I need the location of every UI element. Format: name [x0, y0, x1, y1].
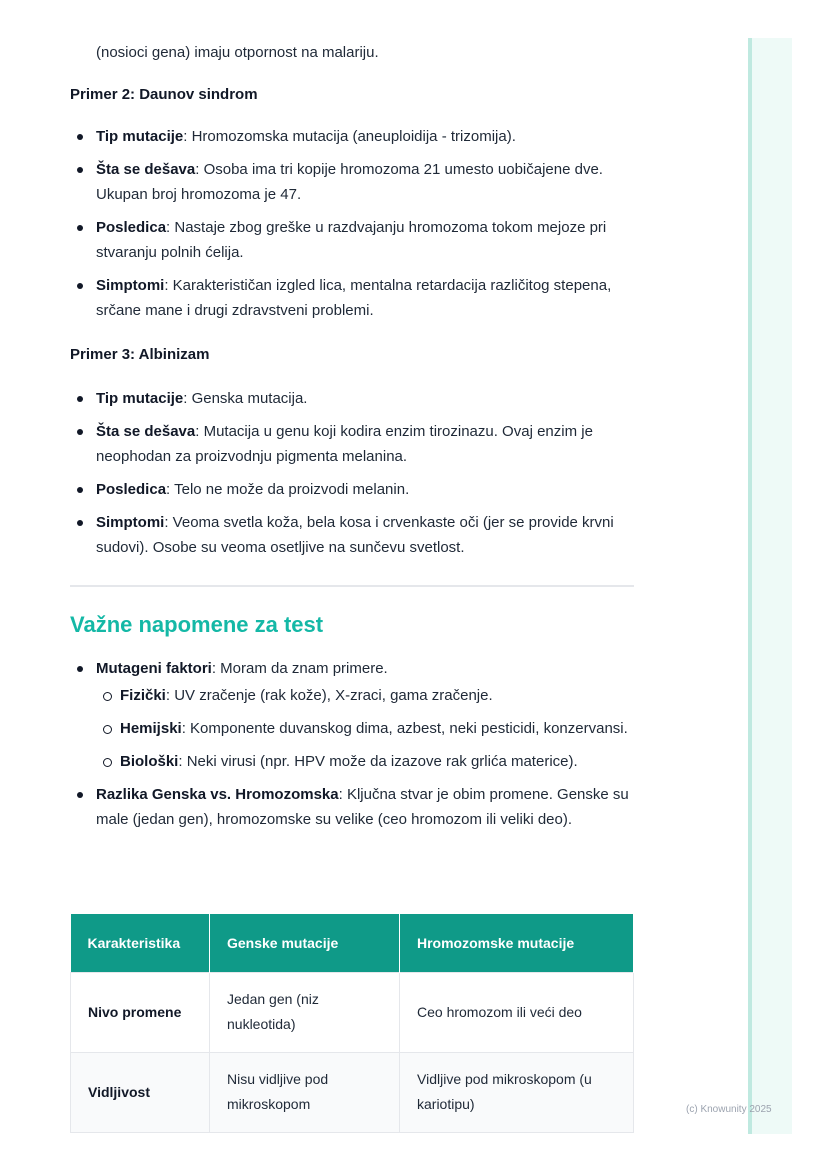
list-item: Mutageni faktori: Moram da znam primere. Fizički: UV zračenje (rak kože), X-zraci, gama zračenje. Hemijski: Komponente duvanskog dima, azbest, neki pesticidi, konzervansi. Biološki: Neki virusi (npr. HPV može da izazove rak grlića materice).: [70, 656, 640, 774]
notes-list: [70, 656, 640, 840]
example-2-title: Primer 2: Daunov sindrom: [70, 86, 258, 103]
table-row: [71, 972, 634, 1052]
table-header-cell: Hromozomske mutacije: [400, 914, 634, 972]
list-item: Simptomi: Veoma svetla koža, bela kosa i crvenkaste oči (jer se provide krvni sudovi). Osobe su veoma osetljive na sunčevu svetlost.: [70, 510, 640, 560]
list-item: Tip mutacije: Hromozomska mutacija (aneuploidija - trizomija).: [70, 124, 640, 149]
section-divider: [70, 585, 634, 587]
table-header-cell: Genske mutacije: [210, 914, 400, 972]
notes-title: Važne napomene za test: [70, 612, 324, 637]
intro-continuation: (nosioci gena) imaju otpornost na malariju.: [96, 44, 379, 61]
list-item: Šta se dešava: Mutacija u genu koji kodira enzim tirozinazu. Ovaj enzim je neophodan za proizvodnju pigmenta melanina.: [70, 419, 640, 469]
watermark: (c) Knowunity 2025: [686, 1104, 772, 1115]
comparison-table: [70, 914, 634, 1133]
table-cell: Ceo hromozom ili veći deo: [400, 972, 634, 1052]
list-item: Posledica: Nastaje zbog greške u razdvajanju hromozoma tokom mejoze pri stvaranju polnih ćelija.: [70, 215, 640, 265]
table-row: [71, 1052, 634, 1132]
table-cell: Nisu vidljive pod mikroskopom: [210, 1052, 400, 1132]
list-item: Razlika Genska vs. Hromozomska: Ključna stvar je obim promene. Genske su male (jedan gen), hromozomske su velike (ceo hromozom ili veliki deo).: [70, 782, 640, 832]
list-item: Simptomi: Karakterističan izgled lica, mentalna retardacija različitog stepena, srčane mane i drugi zdravstveni problemi.: [70, 273, 640, 323]
mutagens-sublist: [96, 683, 640, 774]
list-item: Posledica: Telo ne može da proizvodi melanin.: [70, 477, 640, 502]
example-3-title: Primer 3: Albinizam: [70, 346, 210, 363]
table-header-row: [71, 914, 634, 972]
list-item: Tip mutacije: Genska mutacija.: [70, 386, 640, 411]
table-cell: Nivo promene: [71, 972, 210, 1052]
example-3-list: [70, 386, 640, 568]
sub-list-item: Hemijski: Komponente duvanskog dima, azbest, neki pesticidi, konzervansi.: [96, 716, 640, 741]
table-cell: Jedan gen (niz nukleotida): [210, 972, 400, 1052]
list-item: Šta se dešava: Osoba ima tri kopije hromozoma 21 umesto uobičajene dve. Ukupan broj hromozoma je 47.: [70, 157, 640, 207]
table-cell: Vidljivost: [71, 1052, 210, 1132]
side-panel: [748, 38, 792, 1134]
sub-list-item: Fizički: UV zračenje (rak kože), X-zraci, gama zračenje.: [96, 683, 640, 708]
example-2-list: [70, 124, 640, 331]
table-header-cell: Karakteristika: [71, 914, 210, 972]
table-cell: Vidljive pod mikroskopom (u kariotipu): [400, 1052, 634, 1132]
sub-list-item: Biološki: Neki virusi (npr. HPV može da izazove rak grlića materice).: [96, 749, 640, 774]
